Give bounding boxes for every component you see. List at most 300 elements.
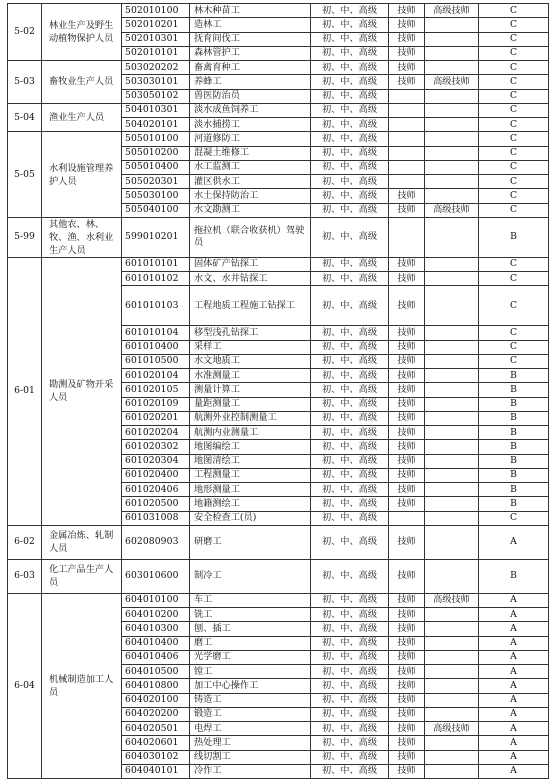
- technician-level: 技师: [389, 272, 425, 286]
- occupation-code: 603010600: [122, 559, 190, 593]
- occupation-name: 刨、插工: [190, 622, 311, 636]
- senior-technician-level: [425, 736, 479, 750]
- senior-technician-level: [425, 340, 479, 354]
- technician-level: [389, 132, 425, 146]
- skill-level: 初、中、高级: [311, 559, 389, 593]
- category-grade: B: [479, 468, 549, 482]
- occupation-code: 604020100: [122, 693, 190, 707]
- skill-level: 初、中、高级: [311, 764, 389, 778]
- occupation-code: 604010406: [122, 650, 190, 664]
- technician-level: 技师: [389, 736, 425, 750]
- category-grade: C: [479, 46, 549, 60]
- skill-level: 初、中、高级: [311, 497, 389, 511]
- senior-technician-level: [425, 369, 479, 383]
- skill-level: 初、中、高级: [311, 272, 389, 286]
- skill-level: 初、中、高级: [311, 383, 389, 397]
- table-row: [8, 593, 549, 607]
- occupation-name: 工程地质工程施工钻探工: [190, 286, 311, 326]
- technician-level: [389, 146, 425, 160]
- occupation-name: 线切割工: [190, 750, 311, 764]
- occupation-code: 599010201: [122, 217, 190, 257]
- senior-technician-level: [425, 497, 479, 511]
- technician-level: 技师: [389, 722, 425, 736]
- occupation-name: 固体矿产钻探工: [190, 257, 311, 271]
- skill-level: 初、中、高级: [311, 440, 389, 454]
- table-row: [8, 525, 549, 559]
- technician-level: 技师: [389, 497, 425, 511]
- occupation-code: 503030101: [122, 75, 190, 89]
- table-row: [8, 132, 549, 146]
- table-row: [8, 559, 549, 593]
- occupation-code: 505040100: [122, 203, 190, 217]
- skill-level: 初、中、高级: [311, 511, 389, 525]
- skill-level: 初、中、高级: [311, 257, 389, 271]
- category-grade: A: [479, 525, 549, 559]
- category-grade: B: [479, 440, 549, 454]
- senior-technician-level: 高级技师: [425, 203, 479, 217]
- senior-technician-level: [425, 354, 479, 368]
- skill-level: 初、中、高级: [311, 340, 389, 354]
- occupation-name: 养蜂工: [190, 75, 311, 89]
- senior-technician-level: 高级技师: [425, 4, 479, 18]
- technician-level: 技师: [389, 354, 425, 368]
- technician-level: 技师: [389, 257, 425, 271]
- technician-level: 技师: [389, 75, 425, 89]
- occupation-code: 505010200: [122, 146, 190, 160]
- occupation-name: 拖拉机（联合收获机）驾驶员: [190, 217, 311, 257]
- occupation-name: 研磨工: [190, 525, 311, 559]
- table-row: [8, 4, 549, 18]
- occupation-name: 加工中心操作工: [190, 679, 311, 693]
- category-grade: A: [479, 764, 549, 778]
- senior-technician-level: [425, 650, 479, 664]
- category-grade: C: [479, 4, 549, 18]
- skill-level: 初、中、高级: [311, 593, 389, 607]
- technician-level: [389, 511, 425, 525]
- category-grade: C: [479, 160, 549, 174]
- senior-technician-level: [425, 32, 479, 46]
- occupation-name: 光学磨工: [190, 650, 311, 664]
- occupation-code: 502010201: [122, 18, 190, 32]
- occupation-name: 水文、水井钻探工: [190, 272, 311, 286]
- category-grade: C: [479, 132, 549, 146]
- occupation-table: [7, 3, 549, 779]
- skill-level: 初、中、高级: [311, 693, 389, 707]
- category-grade: B: [479, 426, 549, 440]
- occupation-name: 移型浅孔钻探工: [190, 326, 311, 340]
- senior-technician-level: [425, 750, 479, 764]
- occupation-code: 604010400: [122, 636, 190, 650]
- technician-level: [389, 175, 425, 189]
- skill-level: 初、中、高级: [311, 707, 389, 721]
- occupation-name: 淡水成鱼饲养工: [190, 103, 311, 117]
- technician-level: 技师: [389, 764, 425, 778]
- category-grade: C: [479, 189, 549, 203]
- occupation-name: 地图清绘工: [190, 454, 311, 468]
- senior-technician-level: [425, 326, 479, 340]
- skill-level: 初、中、高级: [311, 189, 389, 203]
- senior-technician-level: [425, 160, 479, 174]
- senior-technician-level: [425, 383, 479, 397]
- senior-technician-level: 高级技师: [425, 593, 479, 607]
- table-body: [8, 4, 549, 779]
- category-grade: C: [479, 286, 549, 326]
- category-name: 畜牧业生产人员: [42, 61, 122, 104]
- occupation-name: 水土保持防治工: [190, 189, 311, 203]
- senior-technician-level: [425, 559, 479, 593]
- senior-technician-level: [425, 525, 479, 559]
- senior-technician-level: 高级技师: [425, 75, 479, 89]
- technician-level: 技师: [389, 326, 425, 340]
- occupation-code: 502010100: [122, 4, 190, 18]
- skill-level: 初、中、高级: [311, 132, 389, 146]
- occupation-code: 604020501: [122, 722, 190, 736]
- occupation-name: 造林工: [190, 18, 311, 32]
- occupation-name: 灌区供水工: [190, 175, 311, 189]
- occupation-code: 604010800: [122, 679, 190, 693]
- occupation-name: 冷作工: [190, 764, 311, 778]
- occupation-name: 测量计算工: [190, 383, 311, 397]
- occupation-name: 淡水捕捞工: [190, 118, 311, 132]
- skill-level: 初、中、高级: [311, 736, 389, 750]
- category-grade: C: [479, 146, 549, 160]
- occupation-code: 505030100: [122, 189, 190, 203]
- category-grade: A: [479, 665, 549, 679]
- senior-technician-level: [425, 426, 479, 440]
- senior-technician-level: [425, 189, 479, 203]
- technician-level: 技师: [389, 426, 425, 440]
- category-grade: A: [479, 750, 549, 764]
- technician-level: [389, 118, 425, 132]
- technician-level: [389, 160, 425, 174]
- occupation-code: 502010301: [122, 32, 190, 46]
- occupation-name: 森林管护工: [190, 46, 311, 60]
- skill-level: 初、中、高级: [311, 326, 389, 340]
- technician-level: [389, 89, 425, 103]
- senior-technician-level: [425, 511, 479, 525]
- occupation-name: 热处理工: [190, 736, 311, 750]
- occupation-name: 抚育间伐工: [190, 32, 311, 46]
- category-grade: C: [479, 203, 549, 217]
- occupation-code: 601020105: [122, 383, 190, 397]
- technician-level: 技师: [389, 369, 425, 383]
- category-code: 5-02: [8, 4, 42, 61]
- occupation-code: 601020400: [122, 468, 190, 482]
- category-grade: A: [479, 608, 549, 622]
- senior-technician-level: [425, 468, 479, 482]
- technician-level: 技师: [389, 340, 425, 354]
- category-grade: C: [479, 511, 549, 525]
- category-grade: C: [479, 61, 549, 75]
- occupation-code: 601020406: [122, 483, 190, 497]
- category-grade: A: [479, 736, 549, 750]
- category-grade: B: [479, 217, 549, 257]
- senior-technician-level: [425, 483, 479, 497]
- senior-technician-level: [425, 118, 479, 132]
- occupation-name: 航测内业测量工: [190, 426, 311, 440]
- skill-level: 初、中、高级: [311, 665, 389, 679]
- senior-technician-level: [425, 132, 479, 146]
- skill-level: 初、中、高级: [311, 160, 389, 174]
- occupation-name: 水准测量工: [190, 369, 311, 383]
- occupation-code: 504020101: [122, 118, 190, 132]
- skill-level: 初、中、高级: [311, 32, 389, 46]
- category-grade: C: [479, 175, 549, 189]
- skill-level: 初、中、高级: [311, 369, 389, 383]
- technician-level: 技师: [389, 46, 425, 60]
- occupation-name: 电焊工: [190, 722, 311, 736]
- technician-level: 技师: [389, 665, 425, 679]
- senior-technician-level: [425, 217, 479, 257]
- occupation-name: 镗工: [190, 665, 311, 679]
- category-grade: C: [479, 272, 549, 286]
- category-code: 5-03: [8, 61, 42, 104]
- table-row: [8, 61, 549, 75]
- technician-level: 技师: [389, 383, 425, 397]
- skill-level: 初、中、高级: [311, 397, 389, 411]
- occupation-name: 航测外业控制测量工: [190, 411, 311, 425]
- table-row: [8, 103, 549, 117]
- category-grade: C: [479, 103, 549, 117]
- category-code: 5-04: [8, 103, 42, 132]
- category-name: 化工产品生产人员: [42, 559, 122, 593]
- occupation-code: 505020301: [122, 175, 190, 189]
- occupation-name: 工程测量工: [190, 468, 311, 482]
- category-grade: B: [479, 559, 549, 593]
- category-code: 6-03: [8, 559, 42, 593]
- skill-level: 初、中、高级: [311, 217, 389, 257]
- occupation-code: 601010104: [122, 326, 190, 340]
- occupation-name: 兽医防治员: [190, 89, 311, 103]
- skill-level: 初、中、高级: [311, 203, 389, 217]
- skill-level: 初、中、高级: [311, 354, 389, 368]
- occupation-code: 604010500: [122, 665, 190, 679]
- senior-technician-level: [425, 665, 479, 679]
- skill-level: 初、中、高级: [311, 483, 389, 497]
- category-name: 渔业生产人员: [42, 103, 122, 132]
- category-grade: C: [479, 32, 549, 46]
- senior-technician-level: [425, 608, 479, 622]
- occupation-code: 604020200: [122, 707, 190, 721]
- occupation-code: 602080903: [122, 525, 190, 559]
- occupation-name: 制冷工: [190, 559, 311, 593]
- category-grade: B: [479, 369, 549, 383]
- category-grade: B: [479, 497, 549, 511]
- skill-level: 初、中、高级: [311, 89, 389, 103]
- category-name: 机械制造加工人员: [42, 593, 122, 778]
- occupation-code: 601010101: [122, 257, 190, 271]
- technician-level: 技师: [389, 189, 425, 203]
- occupation-code: 504010301: [122, 103, 190, 117]
- category-code: 6-04: [8, 593, 42, 778]
- category-grade: A: [479, 722, 549, 736]
- senior-technician-level: [425, 175, 479, 189]
- skill-level: 初、中、高级: [311, 525, 389, 559]
- occupation-code: 601020500: [122, 497, 190, 511]
- occupation-code: 604030102: [122, 750, 190, 764]
- skill-level: 初、中、高级: [311, 103, 389, 117]
- senior-technician-level: [425, 272, 479, 286]
- occupation-name: 采样工: [190, 340, 311, 354]
- category-grade: B: [479, 383, 549, 397]
- senior-technician-level: [425, 764, 479, 778]
- occupation-name: 水工监测工: [190, 160, 311, 174]
- senior-technician-level: 高级技师: [425, 722, 479, 736]
- occupation-code: 502010101: [122, 46, 190, 60]
- category-grade: B: [479, 397, 549, 411]
- technician-level: 技师: [389, 707, 425, 721]
- technician-level: 技师: [389, 454, 425, 468]
- technician-level: 技师: [389, 650, 425, 664]
- senior-technician-level: [425, 146, 479, 160]
- skill-level: 初、中、高级: [311, 608, 389, 622]
- skill-level: 初、中、高级: [311, 18, 389, 32]
- occupation-name: 混凝土维修工: [190, 146, 311, 160]
- occupation-name: 量距测量工: [190, 397, 311, 411]
- senior-technician-level: [425, 622, 479, 636]
- technician-level: 技师: [389, 4, 425, 18]
- category-grade: C: [479, 257, 549, 271]
- category-name: 其他农、林、牧、渔、水利业生产人员: [42, 217, 122, 257]
- occupation-name: 铣工: [190, 608, 311, 622]
- technician-level: 技师: [389, 622, 425, 636]
- category-grade: A: [479, 679, 549, 693]
- technician-level: 技师: [389, 397, 425, 411]
- technician-level: [389, 103, 425, 117]
- technician-level: 技师: [389, 525, 425, 559]
- occupation-code: 601031008: [122, 511, 190, 525]
- technician-level: 技师: [389, 559, 425, 593]
- category-grade: B: [479, 454, 549, 468]
- skill-level: 初、中、高级: [311, 636, 389, 650]
- category-code: 5-05: [8, 132, 42, 218]
- technician-level: 技师: [389, 286, 425, 326]
- senior-technician-level: [425, 636, 479, 650]
- category-grade: C: [479, 326, 549, 340]
- senior-technician-level: [425, 707, 479, 721]
- technician-level: 技师: [389, 608, 425, 622]
- skill-level: 初、中、高级: [311, 46, 389, 60]
- occupation-code: 604010100: [122, 593, 190, 607]
- occupation-name: 林木种苗工: [190, 4, 311, 18]
- occupation-code: 505010100: [122, 132, 190, 146]
- technician-level: [389, 217, 425, 257]
- skill-level: 初、中、高级: [311, 679, 389, 693]
- category-grade: A: [479, 693, 549, 707]
- skill-level: 初、中、高级: [311, 286, 389, 326]
- occupation-code: 601010103: [122, 286, 190, 326]
- skill-level: 初、中、高级: [311, 750, 389, 764]
- category-code: 6-02: [8, 525, 42, 559]
- occupation-name: 磨工: [190, 636, 311, 650]
- technician-level: 技师: [389, 468, 425, 482]
- occupation-name: 锻造工: [190, 707, 311, 721]
- category-grade: C: [479, 354, 549, 368]
- table-row: [8, 217, 549, 257]
- occupation-name: 地形测量工: [190, 483, 311, 497]
- category-name: 林业生产及野生动植物保护人员: [42, 4, 122, 61]
- occupation-name: 地籍测绘工: [190, 497, 311, 511]
- category-grade: C: [479, 89, 549, 103]
- skill-level: 初、中、高级: [311, 468, 389, 482]
- occupation-code: 601010400: [122, 340, 190, 354]
- technician-level: 技师: [389, 483, 425, 497]
- skill-level: 初、中、高级: [311, 426, 389, 440]
- technician-level: 技师: [389, 636, 425, 650]
- skill-level: 初、中、高级: [311, 722, 389, 736]
- skill-level: 初、中、高级: [311, 4, 389, 18]
- skill-level: 初、中、高级: [311, 75, 389, 89]
- occupation-code: 503050102: [122, 89, 190, 103]
- senior-technician-level: [425, 46, 479, 60]
- skill-level: 初、中、高级: [311, 146, 389, 160]
- senior-technician-level: [425, 257, 479, 271]
- technician-level: 技师: [389, 203, 425, 217]
- senior-technician-level: [425, 411, 479, 425]
- skill-level: 初、中、高级: [311, 411, 389, 425]
- occupation-code: 604040101: [122, 764, 190, 778]
- category-grade: A: [479, 707, 549, 721]
- occupation-code: 601020109: [122, 397, 190, 411]
- category-grade: A: [479, 650, 549, 664]
- category-name: 水利设施管理养护人员: [42, 132, 122, 218]
- skill-level: 初、中、高级: [311, 61, 389, 75]
- technician-level: 技师: [389, 750, 425, 764]
- technician-level: 技师: [389, 693, 425, 707]
- senior-technician-level: [425, 89, 479, 103]
- technician-level: 技师: [389, 440, 425, 454]
- senior-technician-level: [425, 440, 479, 454]
- category-code: 5-99: [8, 217, 42, 257]
- occupation-code: 601020201: [122, 411, 190, 425]
- occupation-code: 503020202: [122, 61, 190, 75]
- technician-level: 技师: [389, 18, 425, 32]
- category-code: 6-01: [8, 257, 42, 525]
- occupation-name: 畜禽育种工: [190, 61, 311, 75]
- occupation-code: 601020204: [122, 426, 190, 440]
- senior-technician-level: [425, 679, 479, 693]
- category-grade: A: [479, 636, 549, 650]
- senior-technician-level: [425, 61, 479, 75]
- occupation-name: 安全检查工(员): [190, 511, 311, 525]
- category-grade: A: [479, 622, 549, 636]
- technician-level: 技师: [389, 411, 425, 425]
- occupation-name: 水文地质工: [190, 354, 311, 368]
- occupation-code: 601010102: [122, 272, 190, 286]
- skill-level: 初、中、高级: [311, 118, 389, 132]
- technician-level: 技师: [389, 593, 425, 607]
- technician-level: 技师: [389, 61, 425, 75]
- occupation-code: 601020104: [122, 369, 190, 383]
- occupation-code: 601020302: [122, 440, 190, 454]
- technician-level: 技师: [389, 32, 425, 46]
- occupation-name: 车工: [190, 593, 311, 607]
- occupation-name: 河道修防工: [190, 132, 311, 146]
- senior-technician-level: [425, 286, 479, 326]
- category-name: 金属冶炼、轧制人员: [42, 525, 122, 559]
- senior-technician-level: [425, 103, 479, 117]
- technician-level: 技师: [389, 679, 425, 693]
- occupation-code: 601020304: [122, 454, 190, 468]
- occupation-code: 604010300: [122, 622, 190, 636]
- skill-level: 初、中、高级: [311, 175, 389, 189]
- category-name: 勘测及矿物开采人员: [42, 257, 122, 525]
- category-grade: B: [479, 411, 549, 425]
- occupation-name: 地图编绘工: [190, 440, 311, 454]
- category-grade: C: [479, 75, 549, 89]
- skill-level: 初、中、高级: [311, 650, 389, 664]
- category-grade: B: [479, 483, 549, 497]
